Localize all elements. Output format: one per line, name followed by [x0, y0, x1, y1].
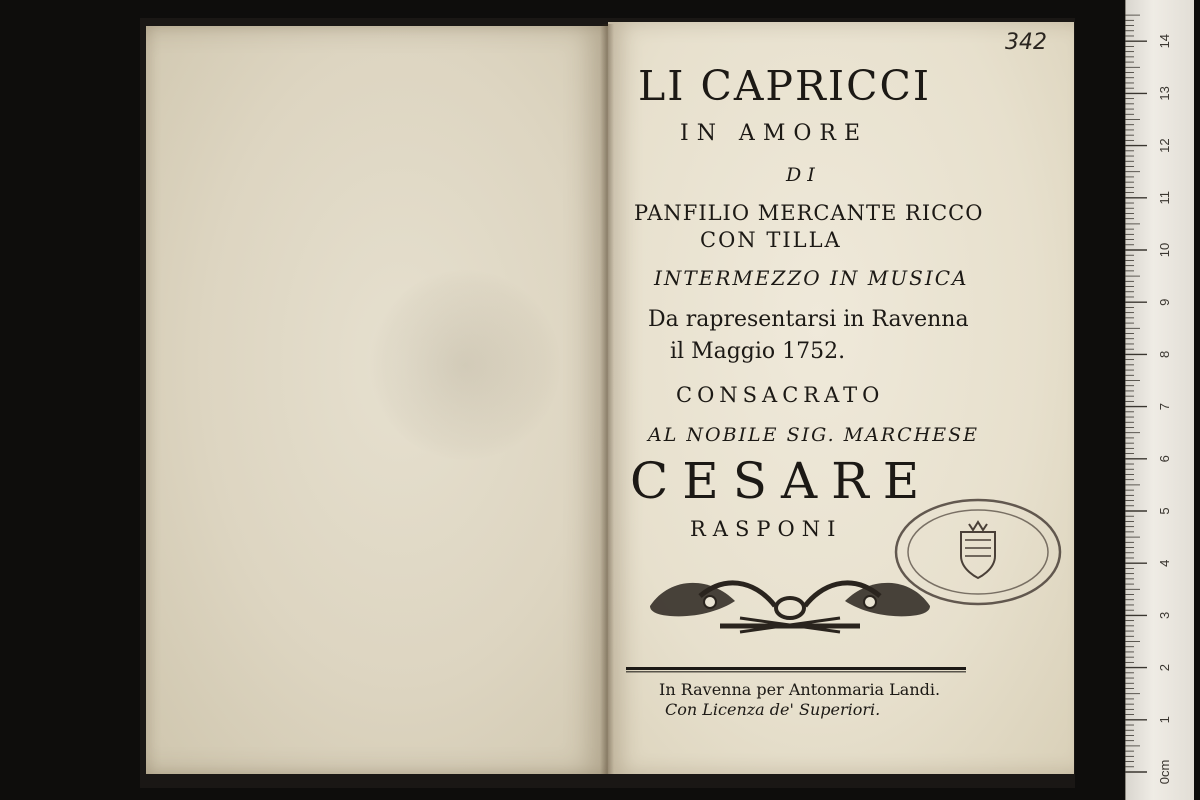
ruler-label: 13 — [1157, 86, 1172, 101]
ruler-label: 14 — [1157, 33, 1172, 49]
ruler-label: 5 — [1157, 507, 1172, 515]
ruler-label: 2 — [1157, 663, 1172, 672]
imprint-printer: In Ravenna per Antonmaria Landi. — [659, 680, 941, 699]
shelf-number: 342 — [1005, 30, 1047, 55]
character-panfilio: PANFILIO MERCANTE RICCO — [634, 201, 984, 225]
ruler-label: 3 — [1157, 611, 1172, 620]
performance-place: Da rapresentarsi in Ravenna — [648, 307, 969, 332]
ruler-label: 1 — [1157, 716, 1172, 724]
dedication-intro: CONSACRATO — [676, 383, 885, 407]
ruler-scale — [1125, 0, 1193, 800]
show-through-watermark — [370, 270, 560, 460]
title-line-2: IN AMORE — [680, 121, 869, 146]
ruler-label: 9 — [1157, 298, 1172, 306]
ruler-label: 0cm — [1157, 759, 1172, 785]
title-di: DI — [786, 164, 821, 186]
library-ownership-stamp — [893, 496, 1063, 608]
ruler-label: 6 — [1157, 455, 1172, 463]
gutter-shadow — [600, 24, 614, 774]
imprint-license: Con Licenza de' Superiori. — [665, 700, 881, 719]
ruler-label: 11 — [1157, 191, 1172, 205]
dedicatee-title: AL NOBILE SIG. MARCHESE — [648, 424, 980, 446]
dedicatee-first-name: CESARE — [630, 452, 934, 510]
ruler-label: 7 — [1157, 402, 1172, 411]
ruler-label: 10 — [1157, 242, 1172, 258]
ruler-label: 8 — [1157, 350, 1172, 359]
ornamental-rule — [626, 666, 966, 674]
ruler-label: 12 — [1157, 138, 1172, 153]
genre-line: INTERMEZZO IN MUSICA — [654, 266, 969, 290]
performance-date: il Maggio 1752. — [670, 339, 846, 364]
book-title: LI CAPRICCI — [638, 62, 932, 110]
dedicatee-last-name: RASPONI — [690, 517, 843, 541]
character-tilla: CON TILLA — [700, 228, 842, 252]
ruler-label: 4 — [1157, 559, 1172, 567]
